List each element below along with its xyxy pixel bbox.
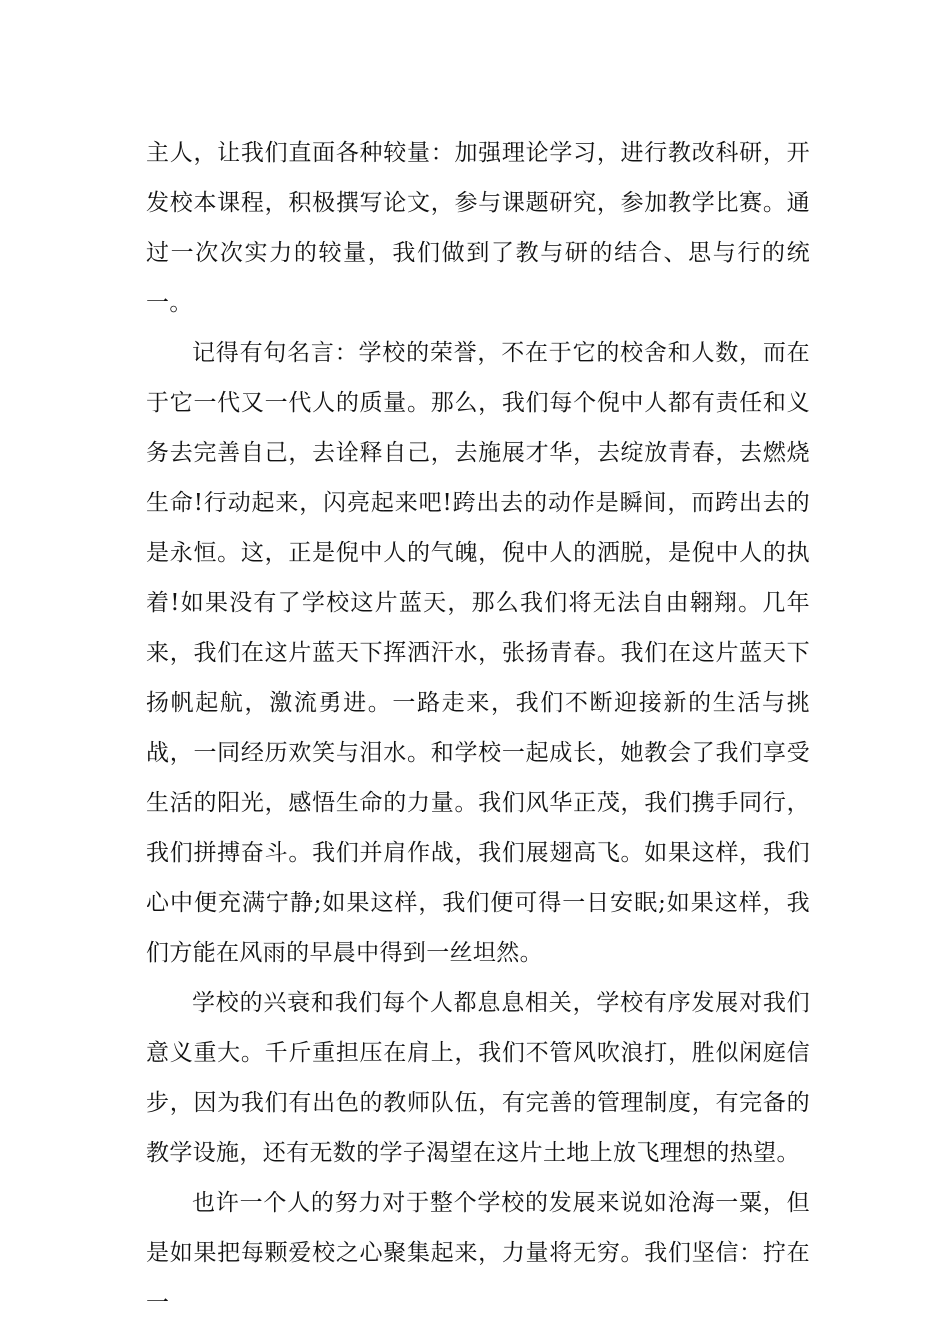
paragraph-1: 主人，让我们直面各种较量：加强理论学习，进行教改科研，开发校本课程，积极撰写论文，参与课题研究，参加教学比赛。通过一次次实力的较量，我们做到了教与研的结合、思与行的统一。: [146, 140, 810, 316]
document-body: [146, 128, 810, 1328]
paragraph-2: 记得有句名言：学校的荣誉，不在于它的校舍和人数，而在于它一代又一代人的质量。那么，我们每个倪中人都有责任和义务去完善自己，去诠释自己，去施展才华，去绽放青春，去燃烧生命!行动起来，闪亮起来吧!跨出去的动作是瞬间，而跨出去的是永恒。这，正是倪中人的气魄，倪中人的洒脱，是倪中人的执着!如果没有了学校这片蓝天，那么我们将无法自由翱翔。几年来，我们在这片蓝天下挥洒汗水，张扬青春。我们在这片蓝天下扬帆起航，激流勇进。一路走来，我们不断迎接新的生活与挑战，一同经历欢笑与泪水。和学校一起成长，她教会了我们享受生活的阳光，感悟生命的力量。我们风华正茂，我们携手同行，我们拼搏奋斗。我们并肩作战，我们展翅高飞。如果这样，我们心中便充满宁静;如果这样，我们便可得一日安眠;如果这样，我们方能在风雨的早晨中得到一丝坦然。: [146, 340, 810, 966]
paragraph-4: 也许一个人的努力对于整个学校的发展来说如沧海一粟，但是如果把每颗爱校之心聚集起来，力量将无穷。我们坚信：拧在一: [146, 1190, 810, 1316]
paragraph-3: 学校的兴衰和我们每个人都息息相关，学校有序发展对我们意义重大。千斤重担压在肩上，我们不管风吹浪打，胜似闲庭信步，因为我们有出色的教师队伍，有完善的管理制度，有完备的教学设施，还有无数的学子渴望在这片土地上放飞理想的热望。: [146, 990, 810, 1166]
